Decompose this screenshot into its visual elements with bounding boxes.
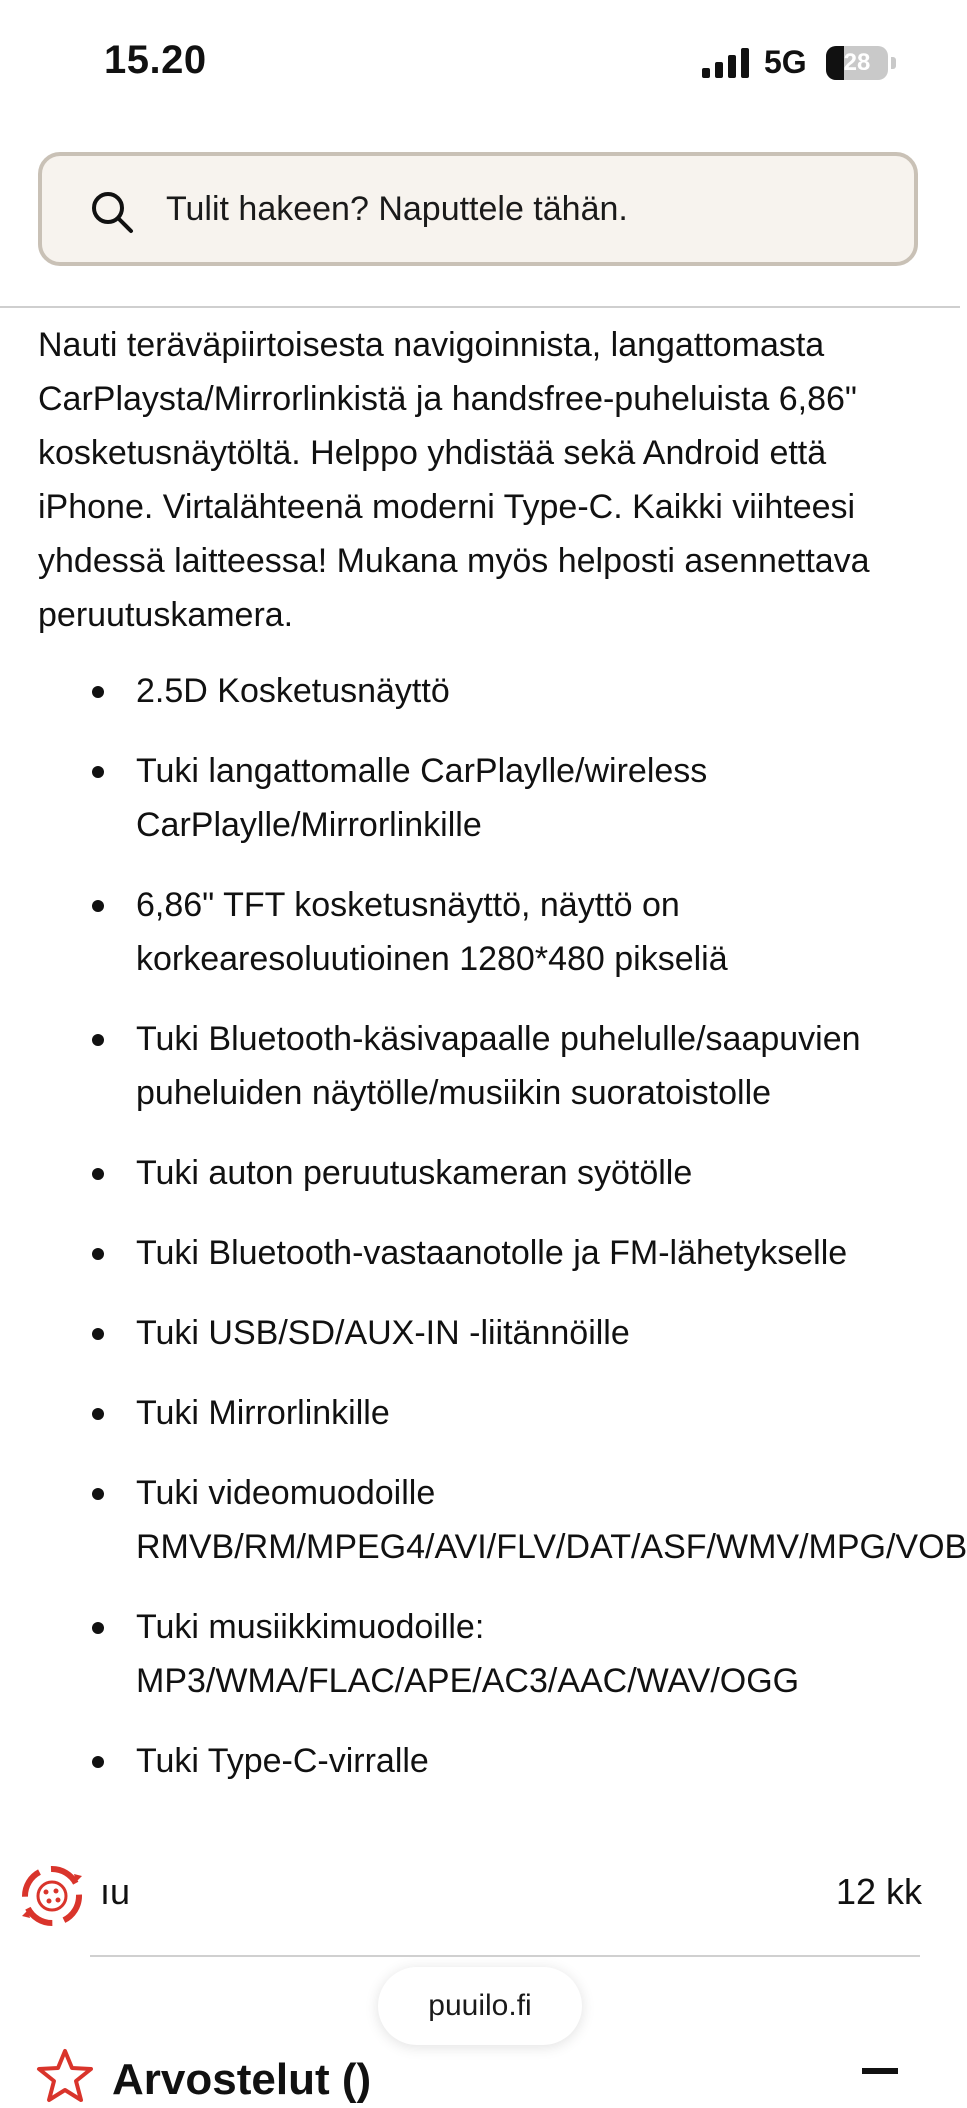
product-description: Nauti teräväpiirtoisesta navigoinnista, langattomasta CarPlaysta/Mirrorlinkistä ja handsfree-puheluista 6,86" kosketusnäytöltä. Helppo yhdistää sekä Android että iPhone. Virtalähteenä moderni Type-C. Kaikki viihteesi yhdessä laitteessa! Mukana myös helposti asennettava peruutuskamera.: [38, 326, 870, 634]
feature-text: Tuki USB/SD/AUX-IN -liitännöille: [136, 1314, 630, 1352]
bullet-icon: [92, 1328, 104, 1340]
bullet-icon: [92, 1622, 104, 1634]
feature-item: [0, 1226, 960, 1280]
feature-text: Tuki Bluetooth-käsivapaalle puhelulle/saapuvien puheluiden näytölle/musiikin suoratoistolle: [136, 1020, 870, 1112]
feature-text: Tuki Type-C-virralle: [136, 1742, 429, 1780]
menu-icon[interactable]: [862, 2068, 898, 2074]
bullet-icon: [92, 1408, 104, 1420]
feature-item: [0, 744, 960, 852]
network-type: 5G: [764, 44, 807, 80]
feature-item: [0, 1734, 960, 1788]
bullet-icon: [92, 766, 104, 778]
bullet-icon: [92, 1756, 104, 1768]
star-icon: [36, 2048, 94, 2104]
bullet-icon: [92, 686, 104, 698]
feature-item: [0, 878, 960, 986]
status-time: 15.20: [104, 38, 207, 82]
search-bar[interactable]: [38, 152, 918, 266]
reviews-title: Arvostelut (): [112, 2055, 372, 2104]
browser-domain-pill[interactable]: puuilo.fi: [378, 1967, 582, 2045]
feature-text: Tuki Mirrorlinkille: [136, 1394, 390, 1432]
feature-text: Tuki langattomalle CarPlaylle/wireless CarPlaylle/Mirrorlinkille: [136, 752, 717, 844]
feature-text: Tuki Bluetooth-vastaanotolle ja FM-lähetykselle: [136, 1234, 848, 1272]
bullet-icon: [92, 1488, 104, 1500]
battery-level: 28: [843, 49, 871, 76]
reviews-header[interactable]: [0, 2040, 960, 2104]
feature-text: 6,86" TFT kosketusnäyttö, näyttö on korkearesoluutioinen 1280*480 pikseliä: [136, 886, 728, 978]
feature-item: [0, 1600, 960, 1708]
feature-item: [0, 1146, 960, 1200]
feature-item: [0, 1012, 960, 1120]
feature-item: [0, 1386, 960, 1440]
cellular-signal-icon: [702, 48, 752, 78]
search-input[interactable]: Tulit hakeen? Naputtele tähän.: [166, 190, 628, 228]
search-icon: [90, 190, 134, 234]
feature-text: Tuki auton peruutuskameran syötölle: [136, 1154, 693, 1192]
feature-text: Tuki musiikkimuodoille: MP3/WMA/FLAC/APE/AC3/AAC/WAV/OGG: [136, 1608, 800, 1700]
warranty-label: ıu: [100, 1871, 131, 1912]
bullet-icon: [92, 1168, 104, 1180]
feature-text: 2.5D Kosketusnäyttö: [136, 672, 450, 710]
header-divider: [0, 306, 960, 308]
bullet-icon: [92, 900, 104, 912]
feature-item: [0, 1466, 967, 1574]
feature-list: [0, 664, 967, 1814]
battery-icon: [826, 46, 896, 80]
feature-text: Tuki videomuodoille RMVB/RM/MPEG4/AVI/FLV/DAT/ASF/WMV/MPG/VOB: [136, 1474, 967, 1566]
warranty-row: [0, 1850, 960, 1940]
bullet-icon: [92, 1248, 104, 1260]
feature-item: [0, 664, 960, 718]
bullet-icon: [92, 1034, 104, 1046]
status-bar: [0, 0, 960, 130]
warranty-value: 12 kk: [835, 1871, 922, 1912]
section-divider: [90, 1955, 920, 1957]
warranty-badge-icon: [16, 1860, 88, 1932]
feature-item: [0, 1306, 960, 1360]
